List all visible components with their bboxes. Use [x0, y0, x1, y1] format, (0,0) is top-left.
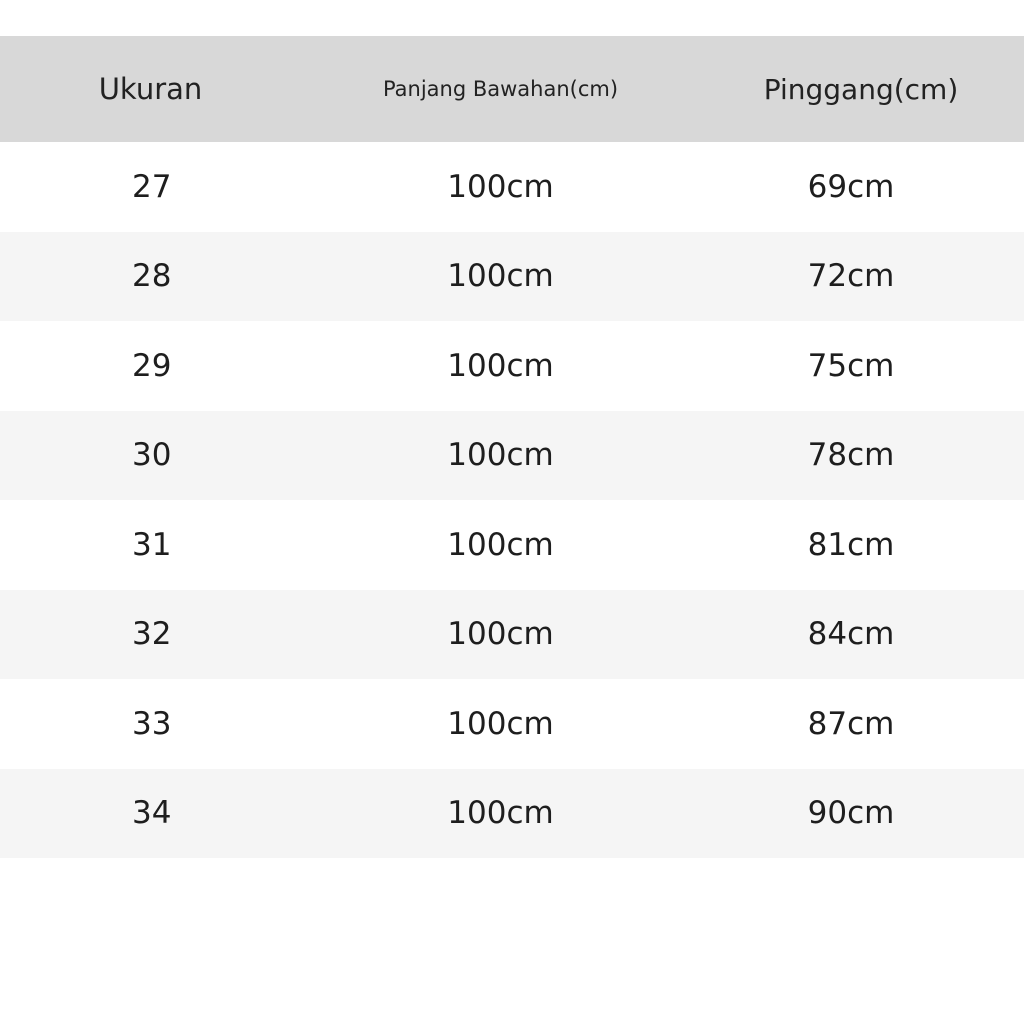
table-row	[0, 411, 1024, 501]
table-row	[0, 590, 1024, 680]
cell-length: 100cm	[447, 347, 554, 384]
cell-waist: 81cm	[807, 526, 895, 563]
table-row	[0, 500, 1024, 590]
cell-waist: 90cm	[807, 795, 895, 832]
cell-length: 100cm	[447, 168, 554, 205]
table-row	[0, 232, 1024, 322]
cell-waist: 87cm	[807, 705, 895, 742]
cell-length: 100cm	[447, 616, 554, 653]
cell-length: 100cm	[447, 437, 554, 474]
cell-size: 32	[132, 616, 172, 653]
cell-size: 34	[132, 795, 172, 832]
header-length: Panjang Bawahan(cm)	[382, 77, 619, 101]
cell-size: 33	[132, 705, 172, 742]
cell-length: 100cm	[447, 526, 554, 563]
cell-size: 28	[132, 258, 172, 295]
cell-size: 30	[132, 437, 172, 474]
cell-length: 100cm	[447, 705, 554, 742]
table-row	[0, 142, 1024, 232]
table-header	[0, 36, 1024, 142]
header-row	[0, 36, 1024, 142]
header-size-label: Ukuran	[98, 72, 203, 106]
cell-size: 29	[132, 347, 172, 384]
cell-waist: 69cm	[807, 168, 895, 205]
cell-waist: 84cm	[807, 616, 895, 653]
cell-size: 31	[132, 526, 172, 563]
cell-waist: 78cm	[807, 437, 895, 474]
table-body	[0, 142, 1024, 858]
table-row	[0, 769, 1024, 859]
cell-waist: 75cm	[807, 347, 895, 384]
cell-waist: 72cm	[807, 258, 895, 295]
table-row	[0, 321, 1024, 411]
cell-length: 100cm	[447, 258, 554, 295]
size-chart-table	[0, 36, 1024, 858]
header-size	[0, 36, 303, 142]
cell-size: 27	[132, 168, 172, 205]
table-row	[0, 679, 1024, 769]
header-waist: Pinggang(cm)	[763, 72, 959, 106]
cell-length: 100cm	[447, 795, 554, 832]
